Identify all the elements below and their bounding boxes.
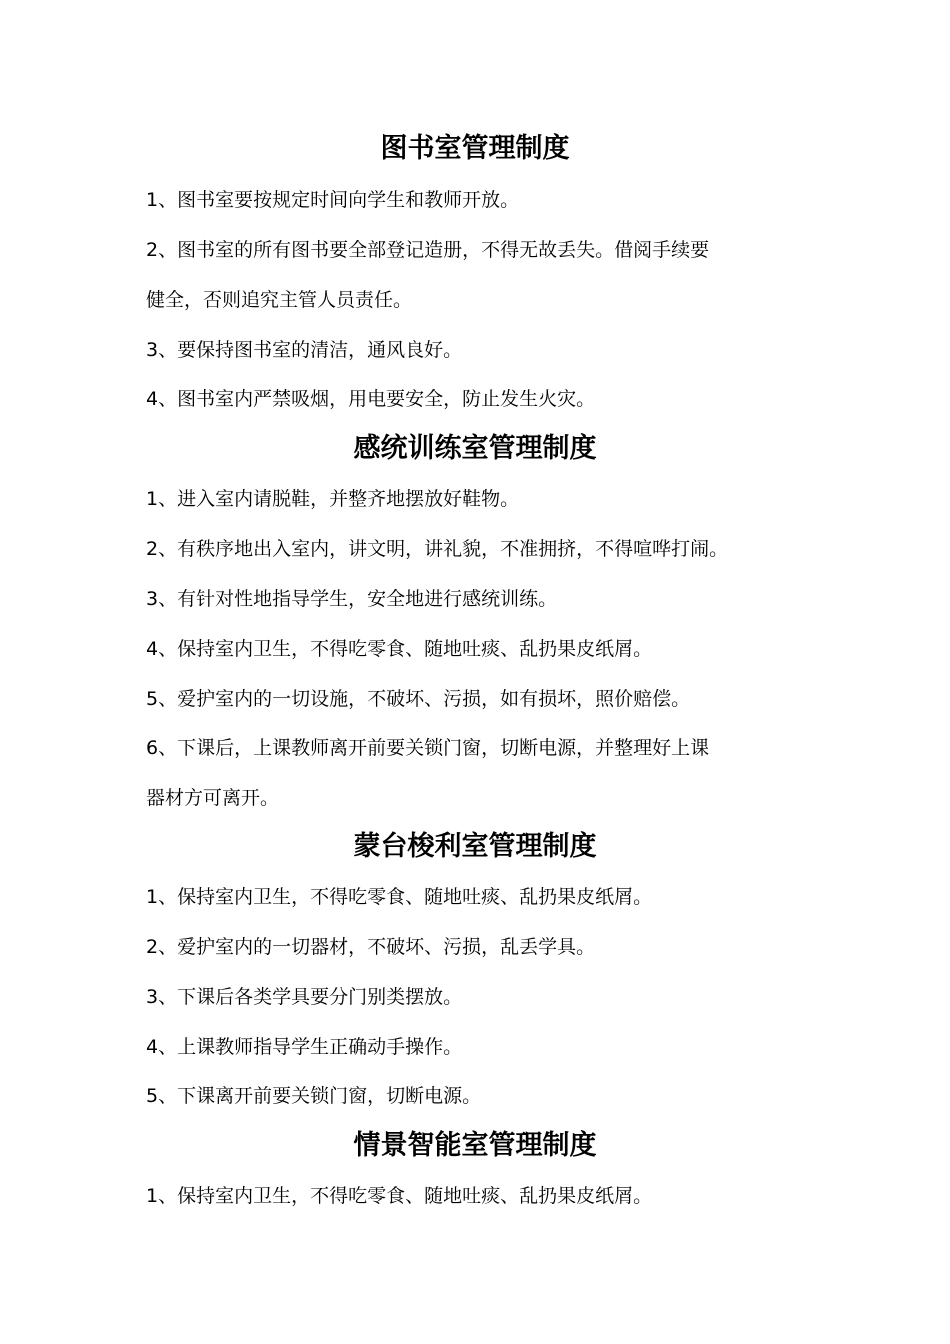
- montessori-rule-5: 5、下课离开前要关锁门窗，切断电源。: [146, 1085, 482, 1107]
- section-title-sensory-training: 感统训练室管理制度: [353, 433, 597, 464]
- sensory-rule-2: 2、有秩序地出入室内，讲文明，讲礼貌，不准拥挤，不得喧哗打闹。: [146, 538, 729, 560]
- montessori-rule-4: 4、上课教师指导学生正确动手操作。: [146, 1036, 463, 1058]
- library-rule-3: 3、要保持图书室的清洁，通风良好。: [146, 339, 463, 361]
- montessori-rule-1: 1、保持室内卫生，不得吃零食、随地吐痰、乱扔果皮纸屑。: [146, 886, 653, 908]
- sensory-rule-4: 4、保持室内卫生，不得吃零食、随地吐痰、乱扔果皮纸屑。: [146, 638, 653, 660]
- sensory-rule-6: 6、下课后，上课教师离开前要关锁门窗，切断电源，并整理好上课: [146, 737, 710, 759]
- library-rule-2: 2、图书室的所有图书要全部登记造册，不得无故丢失。借阅手续要: [146, 239, 710, 261]
- section-title-library: 图书室管理制度: [380, 133, 570, 164]
- sensory-rule-6-continued: 器材方可离开。: [146, 787, 280, 809]
- library-rule-2-continued: 健全，否则追究主管人员责任。: [146, 289, 413, 311]
- library-rule-4: 4、图书室内严禁吸烟，用电要安全，防止发生火灾。: [146, 388, 596, 410]
- montessori-rule-2: 2、爱护室内的一切器材，不破坏、污损，乱丢学具。: [146, 936, 596, 958]
- sensory-rule-1: 1、进入室内请脱鞋，并整齐地摆放好鞋物。: [146, 488, 520, 510]
- library-rule-1: 1、图书室要按规定时间向学生和教师开放。: [146, 189, 520, 211]
- section-title-situational-intelligence: 情景智能室管理制度: [353, 1130, 597, 1161]
- situational-rule-1: 1、保持室内卫生，不得吃零食、随地吐痰、乱扔果皮纸屑。: [146, 1185, 653, 1207]
- montessori-rule-3: 3、下课后各类学具要分门别类摆放。: [146, 986, 463, 1008]
- sensory-rule-5: 5、爱护室内的一切设施，不破坏、污损，如有损坏，照价赔偿。: [146, 688, 691, 710]
- sensory-rule-3: 3、有针对性地指导学生，安全地进行感统训练。: [146, 588, 558, 610]
- section-title-montessori: 蒙台梭利室管理制度: [353, 831, 597, 862]
